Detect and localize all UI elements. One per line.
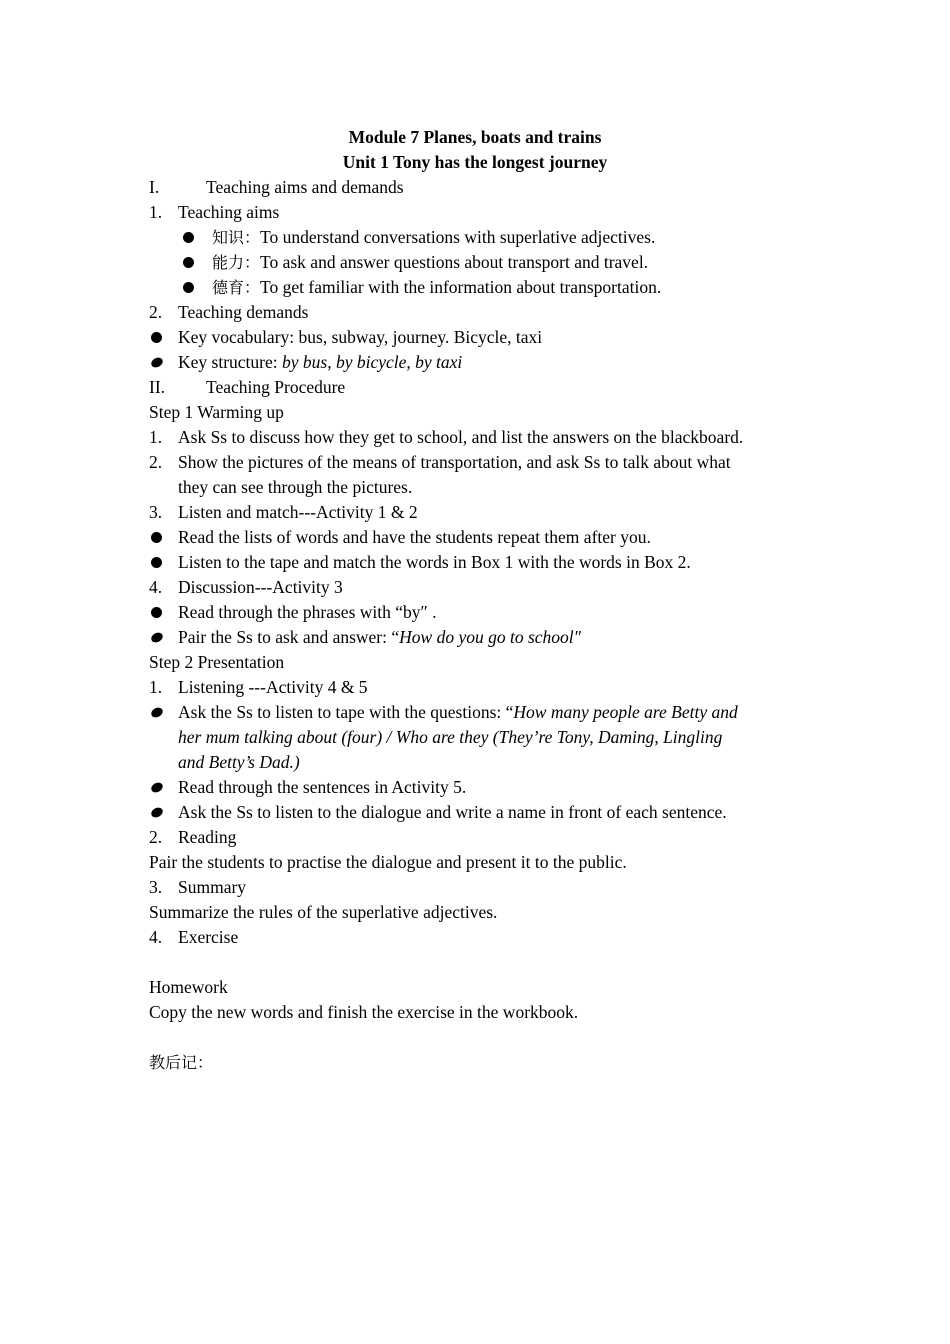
paragraph: Summarize the rules of the superlative adjectives. (149, 902, 498, 922)
item-text: Ask Ss to discuss how they get to school, and list the answers on the blackboard. (178, 427, 744, 447)
bullet-item (149, 775, 890, 800)
item-text: Teaching aims (178, 202, 280, 222)
bullet-icon (151, 532, 162, 543)
bullet-icon (183, 232, 194, 243)
numbered-item (149, 500, 890, 525)
bullet-item (149, 350, 890, 375)
bullet-icon (150, 806, 165, 820)
numbered-item (149, 675, 890, 700)
numbered-item (149, 200, 890, 225)
numbered-item (149, 300, 890, 325)
bullet-icon (150, 781, 165, 795)
homework-heading: Homework (149, 977, 228, 997)
bullet-item (149, 550, 890, 575)
bullet-italic: and Betty’s Dad.) (178, 752, 300, 772)
numbered-item (149, 425, 890, 450)
bullet-icon (150, 631, 165, 645)
numbered-item (149, 875, 890, 900)
numbered-item (149, 925, 890, 950)
bullet-icon (183, 282, 194, 293)
item-continuation (178, 725, 890, 750)
aim-text: To ask and answer questions about transport and travel. (260, 252, 649, 272)
bullet-italic: How do you go to school″ (399, 627, 581, 647)
bullet-text: Read the lists of words and have the students repeat them after you. (178, 527, 651, 547)
item-number: 2. (149, 302, 163, 322)
roman-numeral: II. (149, 377, 166, 397)
bullet-label: Key structure: (178, 352, 282, 372)
bullet-icon (150, 706, 165, 720)
numbered-item (149, 450, 890, 475)
bullet-icon (150, 356, 165, 370)
section-title: Teaching aims and demands (206, 177, 404, 197)
item-text: Discussion---Activity 3 (178, 577, 343, 597)
bullet-italic: by bus, by bicycle, by taxi (282, 352, 463, 372)
aim-text: To get familiar with the information about transportation. (260, 277, 662, 297)
bullet-item (149, 625, 890, 650)
numbered-item (149, 575, 890, 600)
bullet-italic: How many people are Betty and (513, 702, 738, 722)
bullet-item (149, 800, 890, 825)
step-heading: Step 1 Warming up (149, 402, 284, 422)
item-text: Exercise (178, 927, 239, 947)
document-subtitle: Unit 1 Tony has the longest journey (342, 152, 608, 172)
afterword-label: 教后记： (149, 1053, 214, 1072)
bullet-text: Listen to the tape and match the words in Box 1 with the words in Box 2. (178, 552, 691, 572)
bullet-item (149, 525, 890, 550)
bullet-italic: her mum talking about (four) / Who are they (They’re Tony, Daming, Lingling (178, 727, 723, 747)
aim-label: 知识： (212, 228, 261, 247)
bullet-item (149, 700, 890, 725)
aim-label: 德育： (212, 278, 261, 297)
item-number: 1. (149, 427, 163, 447)
item-text: Show the pictures of the means of transportation, and ask Ss to talk about what (178, 452, 731, 472)
item-text: Reading (178, 827, 237, 847)
item-number: 1. (149, 202, 163, 222)
bullet-item (149, 325, 890, 350)
item-number: 2. (149, 827, 163, 847)
item-number: 1. (149, 677, 163, 697)
bullet-item (149, 600, 890, 625)
bullet-text: Key vocabulary: bus, subway, journey. Bicycle, taxi (178, 327, 543, 347)
item-continuation (178, 750, 890, 775)
section-heading (149, 375, 890, 400)
item-number: 2. (149, 452, 163, 472)
aim-label: 能力： (212, 253, 261, 272)
item-number: 3. (149, 502, 163, 522)
section-heading (149, 175, 890, 200)
bullet-text: Read through the phrases with “by″ . (178, 602, 437, 622)
homework-text: Copy the new words and finish the exercise in the workbook. (149, 1002, 579, 1022)
aim-bullet-knowledge (183, 225, 890, 250)
item-text: Teaching demands (178, 302, 309, 322)
bullet-text: Ask the Ss to listen to the dialogue and write a name in front of each sentence. (178, 802, 727, 822)
bullet-label: Pair the Ss to ask and answer: “ (178, 627, 400, 647)
bullet-icon (151, 607, 162, 618)
document-title: Module 7 Planes, boats and trains (348, 127, 602, 147)
section-title: Teaching Procedure (206, 377, 346, 397)
roman-numeral: I. (149, 177, 160, 197)
item-number: 4. (149, 927, 163, 947)
item-text: Summary (178, 877, 247, 897)
item-text: Listen and match---Activity 1 & 2 (178, 502, 418, 522)
item-number: 4. (149, 577, 163, 597)
step-heading: Step 2 Presentation (149, 652, 285, 672)
aim-bullet-moral (183, 275, 890, 300)
bullet-icon (183, 257, 194, 268)
paragraph: Pair the students to practise the dialogue and present it to the public. (149, 852, 627, 872)
item-text: Listening ---Activity 4 & 5 (178, 677, 368, 697)
aim-text: To understand conversations with superlative adjectives. (260, 227, 656, 247)
item-number: 3. (149, 877, 163, 897)
bullet-icon (151, 557, 162, 568)
bullet-label: Ask the Ss to listen to tape with the questions: “ (178, 702, 514, 722)
bullet-text: Read through the sentences in Activity 5. (178, 777, 467, 797)
aim-bullet-ability (183, 250, 890, 275)
item-continuation: they can see through the pictures. (178, 477, 413, 497)
numbered-item (149, 825, 890, 850)
bullet-icon (151, 332, 162, 343)
